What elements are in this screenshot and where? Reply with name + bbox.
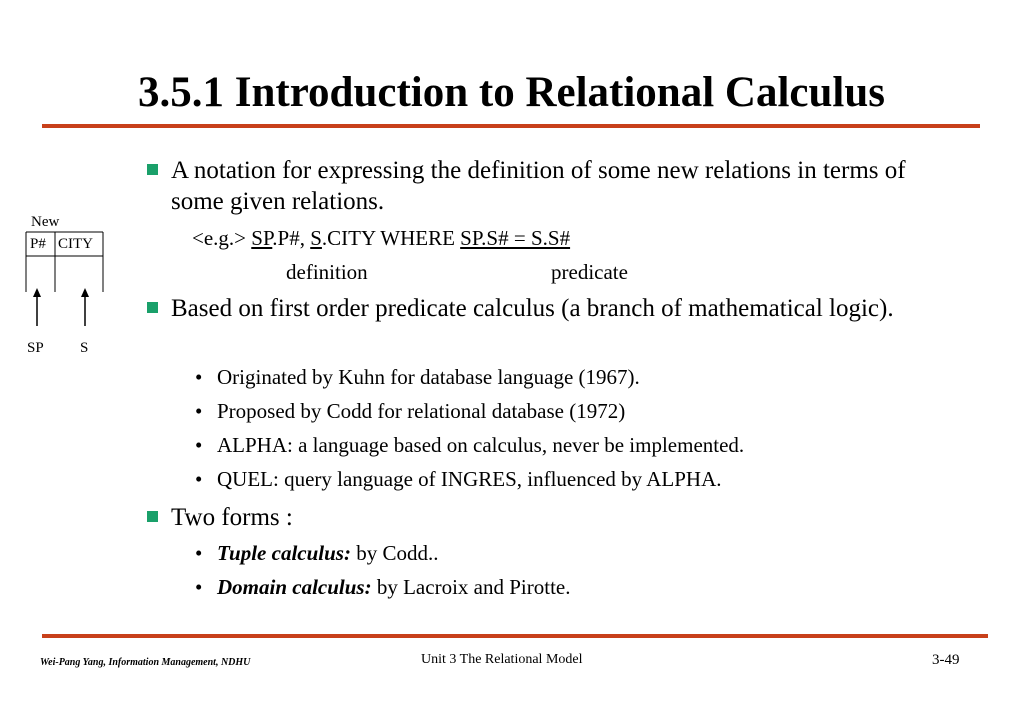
- dot-bullet-icon: •: [195, 541, 203, 565]
- diagram-source-sp: SP: [27, 340, 44, 356]
- diagram-source-s: S: [80, 340, 89, 356]
- example-s: S: [310, 226, 322, 250]
- sub-bullet-text: ALPHA: a language based on calculus, never be implemented.: [217, 433, 745, 457]
- example-p: .P#,: [272, 226, 311, 250]
- bullet-text: A notation for expressing the definition of some new relations in terms of some given relations.: [171, 157, 906, 215]
- sub-bullet-text: Originated by Kuhn for database language (1967).: [217, 365, 640, 389]
- diagram-col-pnum: P#: [30, 236, 46, 252]
- dot-bullet-icon: •: [195, 433, 203, 457]
- footer-author: Wei-Pang Yang, Information Management, NDHU: [40, 657, 251, 668]
- form-rest: by Codd..: [350, 541, 439, 565]
- dot-bullet-icon: •: [195, 575, 203, 599]
- slide-title: 3.5.1 Introduction to Relational Calculus: [138, 69, 885, 116]
- example-predicate: SP.S# = S.S#: [460, 226, 571, 250]
- form-rest: by Lacroix and Pirotte.: [371, 575, 571, 599]
- arrowhead-icon: [81, 288, 89, 297]
- example-city: .CITY WHERE: [321, 226, 461, 250]
- diagram-table-name: New: [31, 214, 60, 230]
- label-definition: definition: [286, 260, 368, 284]
- sub-bullet-text: QUEL: query language of INGRES, influenced by ALPHA.: [217, 467, 722, 491]
- page-number: 3-49: [932, 652, 960, 668]
- form-name: Tuple calculus:: [217, 541, 351, 565]
- bullet-text: Two forms :: [171, 504, 293, 531]
- dot-bullet-icon: •: [195, 399, 203, 423]
- footer-unit: Unit 3 The Relational Model: [421, 652, 583, 667]
- example-prefix: <e.g.>: [192, 226, 252, 250]
- bullet-text: Based on first order predicate calculus (a branch of mathematical logic).: [171, 295, 894, 322]
- arrowhead-icon: [33, 288, 41, 297]
- dot-bullet-icon: •: [195, 365, 203, 389]
- label-predicate: predicate: [551, 260, 628, 284]
- example-sp: SP: [251, 226, 273, 250]
- sub-bullet-text: Proposed by Codd for relational database (1972): [217, 399, 626, 423]
- footer-divider: [42, 634, 988, 638]
- form-name: Domain calculus:: [217, 575, 372, 599]
- dot-bullet-icon: •: [195, 467, 203, 491]
- diagram-col-city: CITY: [58, 236, 93, 252]
